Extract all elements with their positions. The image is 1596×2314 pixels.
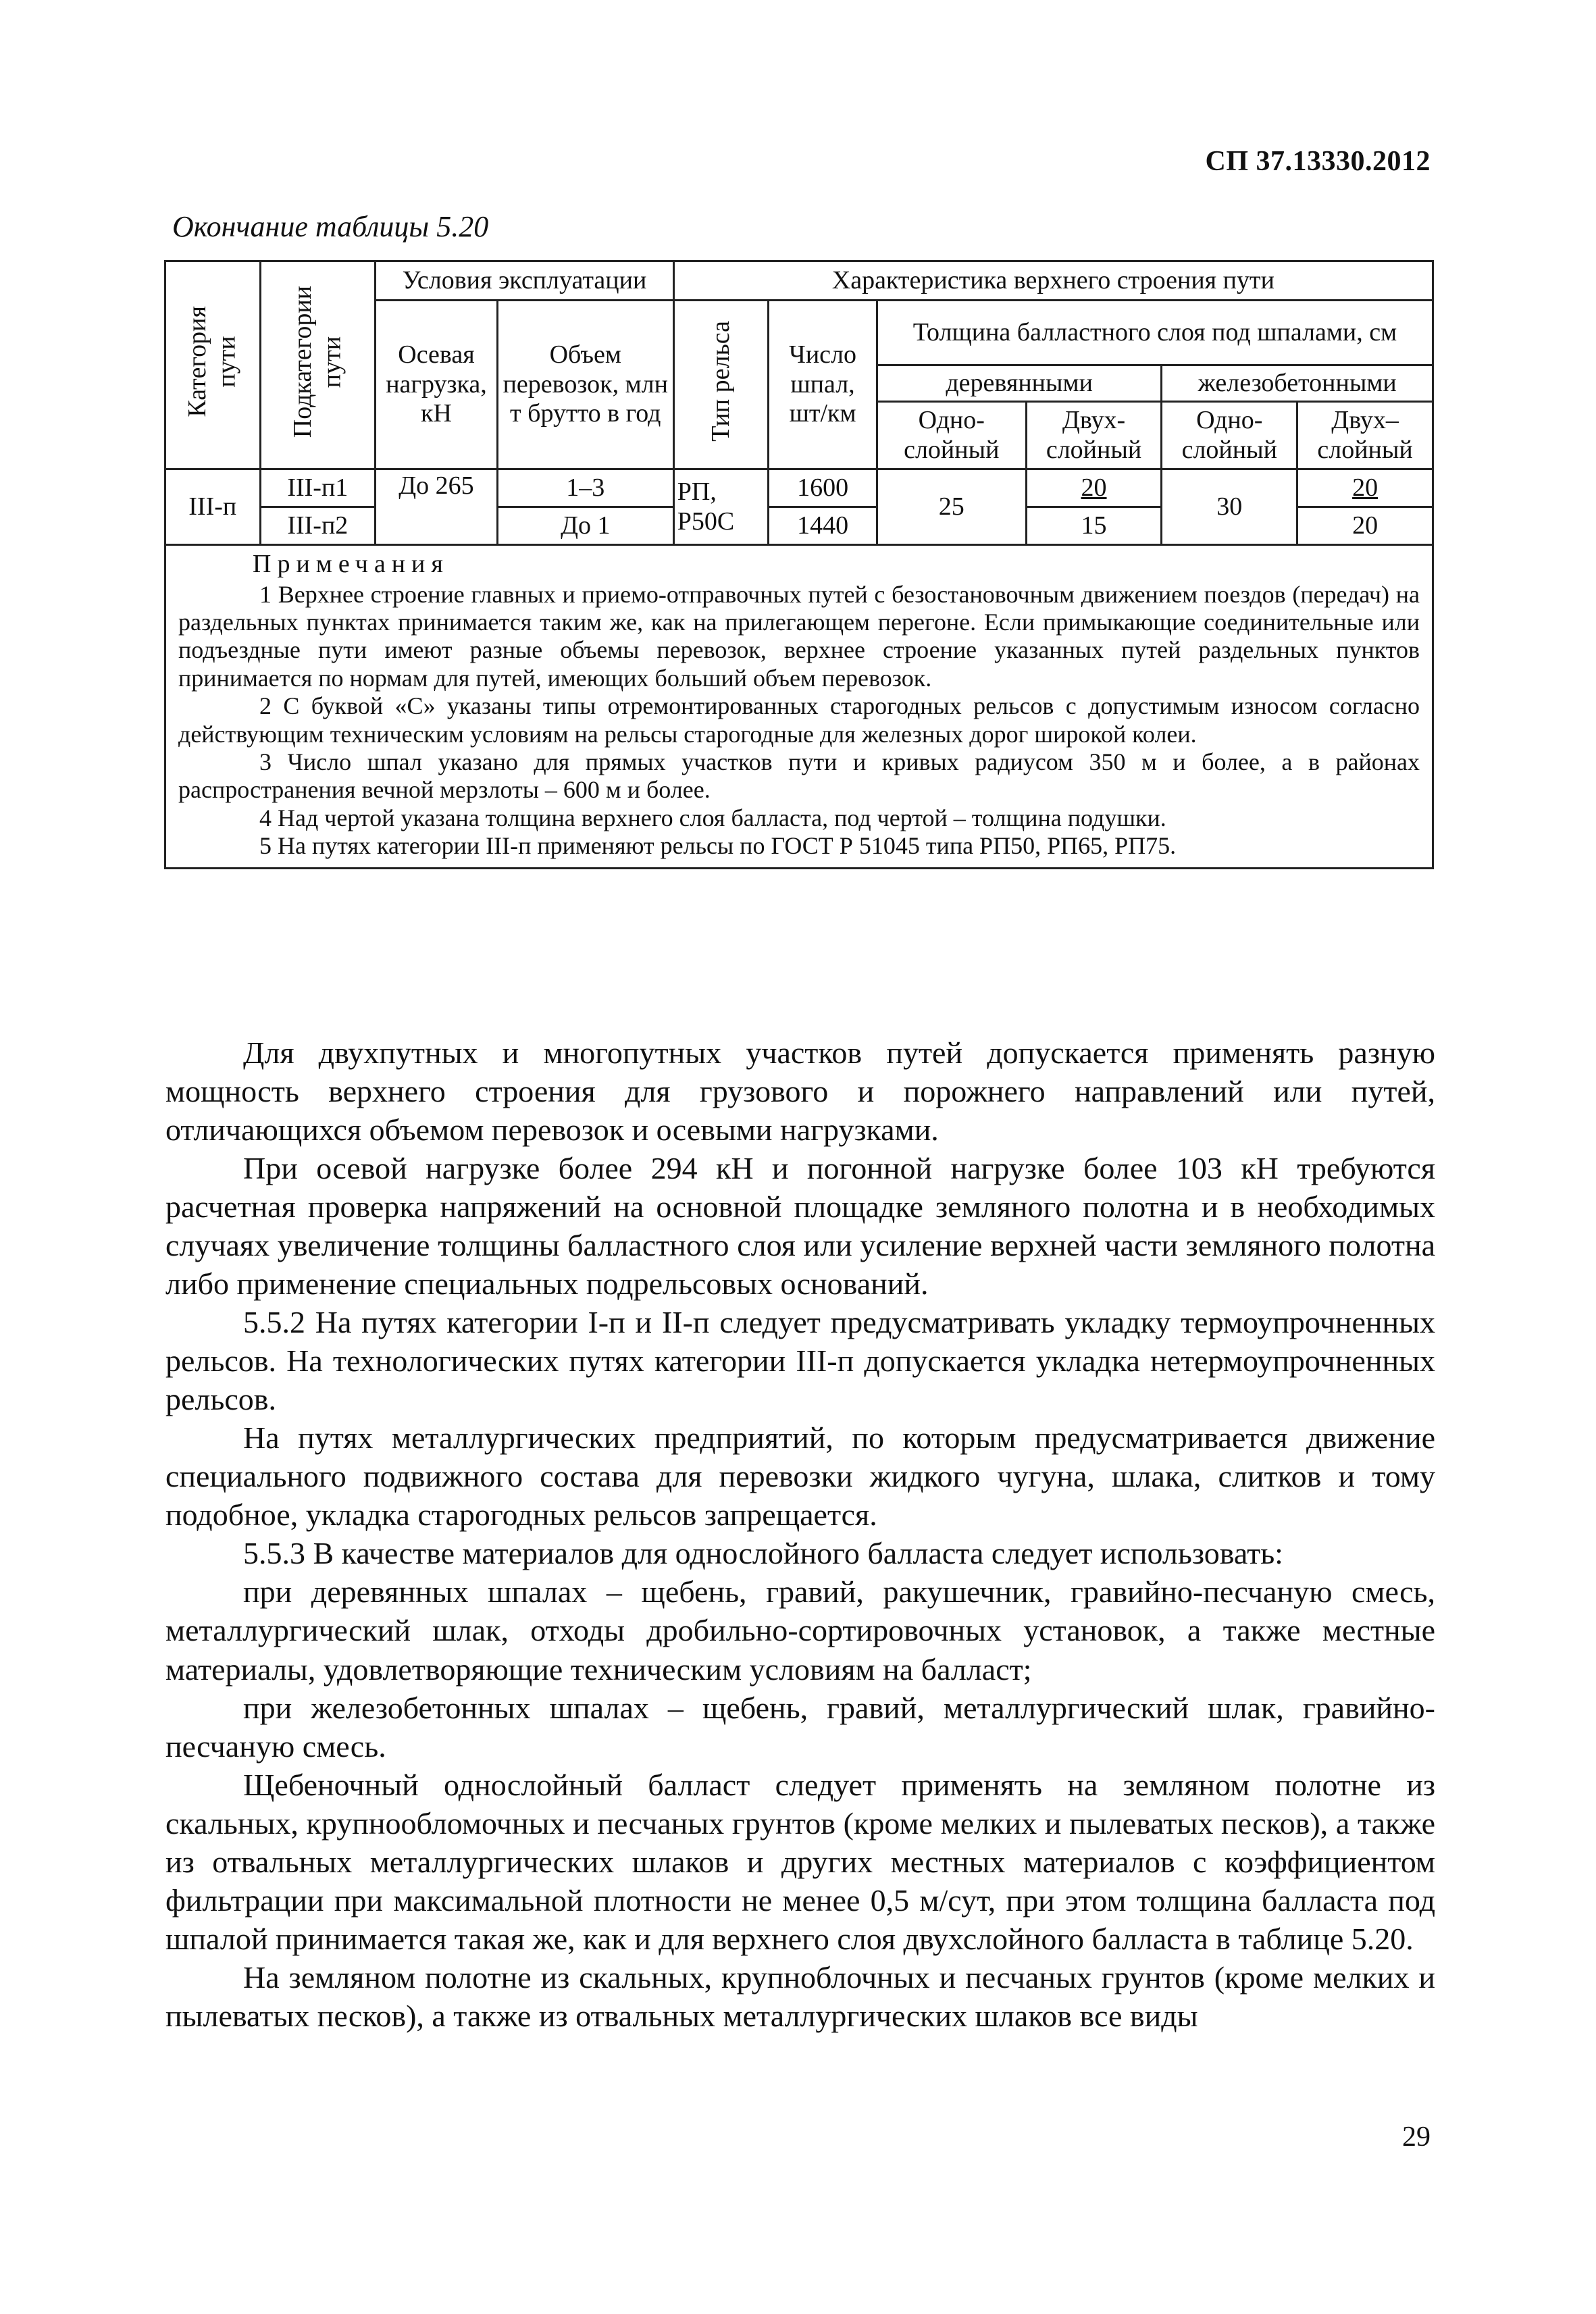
body-text — [165, 1033, 1435, 2035]
cell-sleepers: 1440 — [769, 507, 877, 545]
table-notes — [165, 545, 1433, 869]
page-number: 29 — [1402, 2122, 1431, 2153]
cell-wood-double: 15 — [1026, 507, 1162, 545]
header-axle-load: Осевая нагрузка, кН — [376, 301, 498, 469]
table-caption: Окончание таблицы 5.20 — [172, 210, 489, 243]
header-concrete-double: Двух–слойный — [1297, 402, 1433, 469]
paragraph: 5.5.2 На путях категории I-п и II-п следует предусматривать укладку термоупрочненных рельсов. На технологических путях категории III-п допускается укладка нетермоупрочненных рельсов. — [165, 1305, 1435, 1417]
header-sleepers: Число шпал, шт/км — [769, 301, 877, 469]
paragraph: На земляном полотне из скальных, крупноблочных и песчаных грунтов (кроме мелких и пылеватых песков), а также из отвальных металлургических шлаков все виды — [165, 1959, 1435, 2033]
table-5-20 — [164, 260, 1434, 869]
note-item: 5 На путях категории III-п применяют рельсы по ГОСТ Р 51045 типа РП50, РП65, РП75. — [259, 832, 1177, 860]
paragraph: 5.5.3 В качестве материалов для однослойного балласта следует использовать: — [243, 1536, 1283, 1571]
paragraph: при деревянных шпалах – щебень, гравий, ракушечник, гравийно-песчаную смесь, металлургический шлак, отходы дробильно-сортировочных установок, а также местные материалы, удовлетворяющие техническим условиям на балласт; — [165, 1574, 1435, 1687]
cell-concrete-double: 20 — [1297, 507, 1433, 545]
document-code: СП 37.13330.2012 — [1205, 146, 1431, 177]
paragraph: При осевой нагрузке более 294 кН и погонной нагрузке более 103 кН требуются расчетная проверка напряжений на основной площадке земляного полотна и в необходимых случаях увеличение толщины балластного слоя или усиление верхней части земляного полотна либо применение специальных подрельсовых оснований. — [165, 1151, 1435, 1302]
cell-sleepers: 1600 — [769, 469, 877, 507]
notes-title: Примечания — [253, 550, 449, 578]
header-concrete: железобетонными — [1162, 365, 1433, 402]
header-wood-single: Одно-слойный — [877, 402, 1026, 469]
header-subcategory: Подкатегории пути — [260, 261, 376, 469]
header-wood-double: Двух-слойный — [1026, 402, 1162, 469]
cell-volume: 1–3 — [497, 469, 673, 507]
header-rail-type: Тип рельса — [673, 301, 769, 469]
header-category: Категория пути — [165, 261, 261, 469]
note-item: 1 Верхнее строение главных и приемо-отправочных путей с безостановочным движением поездов (передач) на раздельных пунктах принимается таким же, как на прилегающем перегоне. Если примыкающие соединительные или подъездные пути имеют разные объемы перевозок, верхнее строение указанных путей раздельных пунктов принимается по нормам для путей, имеющих больший объем перевозок. — [178, 580, 1420, 692]
note-item: 2 С буквой «С» указаны типы отремонтированных старогодных рельсов с допустимым износом согласно действующим техническим условиям на рельсы старогодные для железных дорог широкой колеи. — [178, 692, 1420, 748]
header-wooden: деревянными — [877, 365, 1162, 402]
cell-concrete-double: 20 — [1297, 469, 1433, 507]
cell-rail-type: РП, Р50С — [673, 469, 769, 545]
paragraph: Щебеночный однослойный балласт следует применять на земляном полотне из скальных, крупнообломочных и песчаных грунтов (кроме мелких и пылеватых песков), а также из отвальных металлургических шлаков и других местных материалов с коэффициентом фильтрации при максимальной плотности не менее 0,5 м/сут, при этом толщина балласта под шпалой принимается такая же, как и для верхнего слоя двухслойного балласта в таблице 5.20. — [165, 1767, 1435, 1956]
paragraph: Для двухпутных и многопутных участков путей допускается применять разную мощность верхнего строения для грузового и порожнего направлений или путей, отличающихся объемом перевозок и осевыми нагрузками. — [165, 1035, 1435, 1148]
header-upper-structure: Характеристика верхнего строения пути — [673, 261, 1433, 301]
cell-category: III-п — [165, 469, 261, 545]
header-ballast-thickness: Толщина балластного слоя под шпалами, см — [877, 301, 1433, 365]
paragraph: На путях металлургических предприятий, по которым предусматривается движение специального подвижного состава для перевозки жидкого чугуна, шлака, слитков и тому подобное, укладка старогодных рельсов запрещается. — [165, 1420, 1435, 1533]
header-conditions: Условия эксплуатации — [376, 261, 674, 301]
note-item: 3 Число шпал указано для прямых участков пути и кривых радиусом 350 м и более, а в районах распространения вечной мерзлоты – 600 м и более. — [178, 748, 1420, 804]
cell-wood-double: 20 — [1026, 469, 1162, 507]
header-concrete-single: Одно-слойный — [1162, 402, 1297, 469]
cell-axle-load: До 265 — [376, 469, 498, 545]
cell-concrete-single: 30 — [1162, 469, 1297, 545]
note-item: 4 Над чертой указана толщина верхнего слоя балласта, под чертой – толщина подушки. — [259, 804, 1166, 831]
cell-volume: До 1 — [497, 507, 673, 545]
cell-subcategory: III-п2 — [260, 507, 376, 545]
paragraph: при железобетонных шпалах – щебень, гравий, металлургический шлак, гравийно-песчаную смесь. — [165, 1690, 1435, 1764]
table-row — [165, 469, 1433, 507]
header-volume: Объем перевозок, млн т брутто в год — [497, 301, 673, 469]
cell-subcategory: III-п1 — [260, 469, 376, 507]
cell-wood-single: 25 — [877, 469, 1026, 545]
